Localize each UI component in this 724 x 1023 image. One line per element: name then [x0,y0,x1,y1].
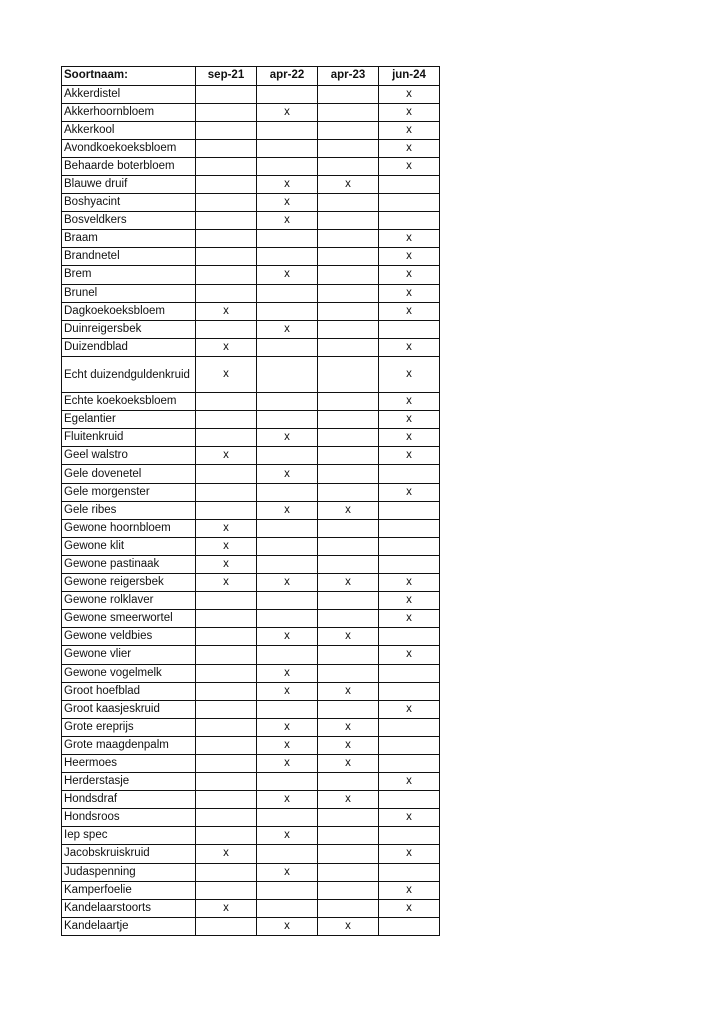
table-row [62,664,440,682]
species-name-cell: Groot hoefblad [62,682,196,700]
observation-cell [318,284,379,302]
header-date: jun-24 [379,67,440,86]
observation-cell [318,266,379,284]
observation-cell: x [257,628,318,646]
observation-cell: x [257,429,318,447]
observation-cell [196,411,257,429]
table-row [62,194,440,212]
table-row [62,827,440,845]
observation-cell [196,791,257,809]
species-name-cell: Gewone vogelmelk [62,664,196,682]
observation-cell [196,212,257,230]
observation-cell: x [257,103,318,121]
species-name-cell: Brem [62,266,196,284]
observation-cell: x [257,574,318,592]
observation-cell [257,555,318,573]
observation-cell [196,121,257,139]
observation-cell [196,773,257,791]
table-row [62,465,440,483]
observation-cell [379,917,440,935]
header-date: apr-22 [257,67,318,86]
observation-cell: x [257,212,318,230]
observation-cell [257,85,318,103]
species-name-cell: Gele morgenster [62,483,196,501]
observation-cell [318,555,379,573]
observation-cell: x [318,574,379,592]
observation-cell [318,393,379,411]
table-row [62,718,440,736]
observation-cell [318,230,379,248]
table-row [62,682,440,700]
table-row [62,230,440,248]
observation-cell [318,610,379,628]
table-row [62,356,440,392]
observation-cell: x [379,139,440,157]
observation-cell: x [257,175,318,193]
observation-cell [257,139,318,157]
observation-cell: x [379,338,440,356]
observation-cell [318,121,379,139]
species-name-cell: Brunel [62,284,196,302]
species-name-cell: Gewone pastinaak [62,555,196,573]
table-row [62,881,440,899]
observation-cell: x [379,356,440,392]
observation-cell: x [379,483,440,501]
species-name-cell: Hondsdraf [62,791,196,809]
table-row [62,411,440,429]
observation-cell [318,411,379,429]
species-name-cell: Braam [62,230,196,248]
species-name-cell: Jacobskruiskruid [62,845,196,863]
observation-cell [196,664,257,682]
observation-cell: x [257,320,318,338]
observation-cell: x [379,447,440,465]
table-row [62,736,440,754]
observation-cell: x [379,700,440,718]
observation-cell: x [379,266,440,284]
species-name-cell: Bosveldkers [62,212,196,230]
observation-cell [257,610,318,628]
observation-cell: x [318,754,379,772]
observation-cell [196,393,257,411]
species-name-cell: Heermoes [62,754,196,772]
table-row [62,574,440,592]
observation-cell [257,646,318,664]
observation-cell: x [257,827,318,845]
observation-cell [379,537,440,555]
species-name-cell: Iep spec [62,827,196,845]
observation-cell: x [318,791,379,809]
observation-cell [379,754,440,772]
header-date: sep-21 [196,67,257,86]
species-name-cell: Akkerdistel [62,85,196,103]
observation-cell [257,773,318,791]
observation-cell [196,465,257,483]
observation-cell: x [318,718,379,736]
observation-cell [196,103,257,121]
observation-cell [257,845,318,863]
observation-cell: x [257,682,318,700]
observation-cell [318,881,379,899]
table-row [62,700,440,718]
species-name-cell: Behaarde boterbloem [62,157,196,175]
observation-cell: x [318,501,379,519]
observation-cell [318,248,379,266]
observation-cell [196,754,257,772]
observation-cell [196,194,257,212]
observation-cell [379,736,440,754]
observation-cell: x [318,175,379,193]
observation-cell: x [257,266,318,284]
observation-cell: x [379,646,440,664]
observation-cell [318,773,379,791]
table-row [62,483,440,501]
observation-cell: x [379,302,440,320]
observation-cell: x [379,429,440,447]
observation-cell: x [379,230,440,248]
observation-cell: x [257,194,318,212]
table-row [62,320,440,338]
table-row [62,519,440,537]
observation-cell [318,157,379,175]
species-name-cell: Gewone smeerwortel [62,610,196,628]
observation-cell [257,881,318,899]
species-name-cell: Brandnetel [62,248,196,266]
observation-cell [379,194,440,212]
observation-cell: x [196,356,257,392]
species-name-cell: Gewone reigersbek [62,574,196,592]
observation-cell [379,682,440,700]
observation-cell [257,356,318,392]
observation-cell [318,139,379,157]
observation-cell: x [379,103,440,121]
observation-cell [196,320,257,338]
table-row [62,284,440,302]
observation-cell [318,537,379,555]
table-row [62,610,440,628]
table-row [62,393,440,411]
table-row [62,773,440,791]
observation-cell [318,646,379,664]
observation-cell [257,592,318,610]
observation-cell: x [379,393,440,411]
observation-cell [196,230,257,248]
table-row [62,175,440,193]
species-name-cell: Judaspenning [62,863,196,881]
species-name-cell: Kandelaartje [62,917,196,935]
table-row [62,429,440,447]
observation-cell [318,194,379,212]
table-row [62,899,440,917]
observation-cell: x [257,465,318,483]
observation-cell [318,103,379,121]
observation-cell: x [379,574,440,592]
observation-cell [196,809,257,827]
species-name-cell: Akkerhoornbloem [62,103,196,121]
observation-cell: x [257,754,318,772]
observation-cell: x [379,899,440,917]
observation-cell: x [257,718,318,736]
observation-cell [379,320,440,338]
observation-cell [379,863,440,881]
observation-cell: x [257,791,318,809]
species-name-cell: Geel walstro [62,447,196,465]
table-row [62,447,440,465]
table-row [62,592,440,610]
observation-cell: x [257,664,318,682]
observation-cell [257,899,318,917]
observation-cell [257,230,318,248]
observation-cell [379,664,440,682]
observation-cell: x [257,501,318,519]
observation-cell [318,519,379,537]
table-row [62,809,440,827]
species-name-cell: Kandelaarstoorts [62,899,196,917]
species-name-cell: Fluitenkruid [62,429,196,447]
species-name-cell: Herderstasje [62,773,196,791]
observation-cell [379,519,440,537]
observation-cell [196,157,257,175]
observation-cell [318,863,379,881]
observation-cell: x [379,284,440,302]
observation-cell [196,917,257,935]
observation-cell [257,809,318,827]
table-row [62,85,440,103]
table-row [62,791,440,809]
species-name-cell: Echte koekoeksbloem [62,393,196,411]
species-name-cell: Gele dovenetel [62,465,196,483]
observation-cell [318,320,379,338]
species-name-cell: Dagkoekoeksbloem [62,302,196,320]
species-name-cell: Grote ereprijs [62,718,196,736]
observation-cell: x [257,736,318,754]
observation-cell [379,465,440,483]
observation-cell: x [318,736,379,754]
observation-cell [196,827,257,845]
observation-cell [318,465,379,483]
table-row [62,139,440,157]
observation-cell: x [318,917,379,935]
observation-cell: x [196,519,257,537]
species-name-cell: Groot kaasjeskruid [62,700,196,718]
species-name-cell: Kamperfoelie [62,881,196,899]
table-row [62,863,440,881]
species-name-cell: Gewone rolklaver [62,592,196,610]
species-name-cell: Grote maagdenpalm [62,736,196,754]
observation-cell [379,827,440,845]
observation-cell [318,827,379,845]
observation-cell [318,356,379,392]
observation-cell: x [379,592,440,610]
observation-cell: x [196,899,257,917]
observation-cell [257,284,318,302]
header-species-name: Soortnaam: [62,67,196,86]
observation-cell [196,718,257,736]
observation-cell [196,483,257,501]
observation-cell [257,483,318,501]
species-name-cell: Echt duizendguldenkruid [62,356,196,392]
species-name-cell: Duizendblad [62,338,196,356]
observation-cell [196,863,257,881]
observation-cell [196,700,257,718]
observation-cell [379,628,440,646]
table-row [62,845,440,863]
observation-cell [196,592,257,610]
observation-cell: x [379,121,440,139]
table-row [62,212,440,230]
observation-cell: x [379,248,440,266]
table-row [62,501,440,519]
observation-cell [318,809,379,827]
observation-cell [257,302,318,320]
observation-cell [257,700,318,718]
table-row [62,266,440,284]
observation-cell [379,718,440,736]
species-name-cell: Gewone hoornbloem [62,519,196,537]
observation-cell: x [379,157,440,175]
observation-cell: x [196,555,257,573]
observation-cell: x [379,809,440,827]
observation-cell [196,646,257,664]
species-name-cell: Boshyacint [62,194,196,212]
species-name-cell: Akkerkool [62,121,196,139]
table-row [62,121,440,139]
observation-cell [379,501,440,519]
observation-cell [318,664,379,682]
observation-cell [196,736,257,754]
table-row [62,537,440,555]
observation-cell [318,85,379,103]
observation-cell [257,338,318,356]
observation-cell: x [379,85,440,103]
observation-cell [379,175,440,193]
observation-cell [318,899,379,917]
header-row [62,67,440,86]
observation-cell [318,338,379,356]
observation-cell: x [196,338,257,356]
observation-cell [196,284,257,302]
observation-cell: x [379,845,440,863]
observation-cell [196,248,257,266]
table-row [62,157,440,175]
species-name-cell: Gewone klit [62,537,196,555]
header-date: apr-23 [318,67,379,86]
observation-cell [257,411,318,429]
observation-cell [196,429,257,447]
observation-cell [257,447,318,465]
species-name-cell: Gele ribes [62,501,196,519]
table-row [62,338,440,356]
observation-cell [257,157,318,175]
observation-cell [318,845,379,863]
observation-cell [318,212,379,230]
species-name-cell: Gewone veldbies [62,628,196,646]
species-name-cell: Duinreigersbek [62,320,196,338]
observation-cell [196,881,257,899]
observation-cell: x [257,917,318,935]
observation-cell: x [196,447,257,465]
species-name-cell: Blauwe druif [62,175,196,193]
observation-cell [196,266,257,284]
observation-cell [318,302,379,320]
observation-cell [196,175,257,193]
species-name-cell: Egelantier [62,411,196,429]
table-row [62,646,440,664]
observation-cell [257,519,318,537]
observation-cell: x [318,628,379,646]
observation-cell: x [257,863,318,881]
table-row [62,248,440,266]
table-row [62,754,440,772]
observation-cell: x [379,411,440,429]
observation-cell [257,121,318,139]
observation-cell: x [196,302,257,320]
table-row [62,555,440,573]
observation-cell [257,248,318,266]
observation-cell [379,212,440,230]
species-table [61,66,440,936]
observation-cell [318,592,379,610]
observation-cell: x [379,881,440,899]
observation-cell [318,429,379,447]
observation-cell [196,139,257,157]
observation-cell: x [196,537,257,555]
observation-cell [318,483,379,501]
observation-cell [196,501,257,519]
observation-cell [196,628,257,646]
observation-cell [379,555,440,573]
species-name-cell: Hondsroos [62,809,196,827]
observation-cell: x [318,682,379,700]
species-name-cell: Avondkoekoeksbloem [62,139,196,157]
table-row [62,917,440,935]
observation-cell: x [196,574,257,592]
table-row [62,103,440,121]
observation-cell [379,791,440,809]
observation-cell [257,537,318,555]
observation-cell [257,393,318,411]
observation-cell: x [196,845,257,863]
table-row [62,628,440,646]
species-name-cell: Gewone vlier [62,646,196,664]
observation-cell [318,700,379,718]
observation-cell [196,610,257,628]
observation-cell [318,447,379,465]
table-row [62,302,440,320]
observation-cell: x [379,773,440,791]
observation-cell [196,85,257,103]
observation-cell [196,682,257,700]
observation-cell: x [379,610,440,628]
